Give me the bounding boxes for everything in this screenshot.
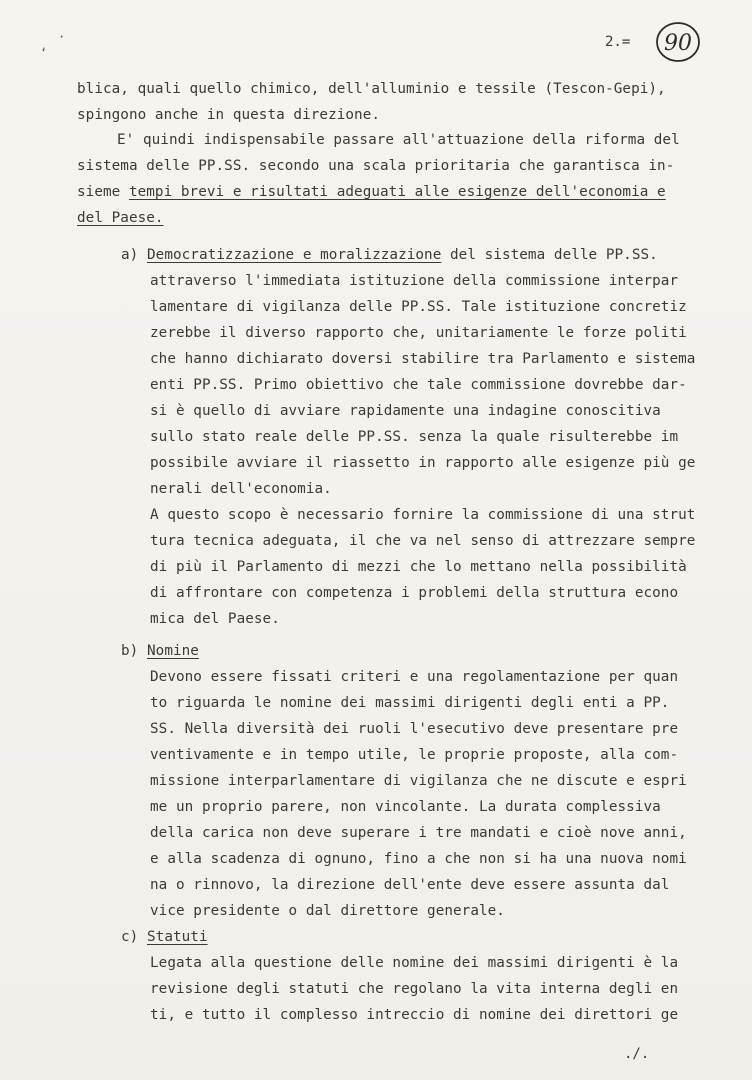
section-title: Nomine xyxy=(147,643,199,659)
body-line: attraverso l'immediata istituzione della commissione interpar xyxy=(150,273,679,289)
body-line: di affrontare con competenza i problemi della struttura econo xyxy=(150,585,679,601)
underlined-text: tempi brevi e risultati adeguati alle esigenze dell'economia e xyxy=(128,184,666,200)
body-line: del Paese. xyxy=(77,210,164,226)
body-line: mica del Paese. xyxy=(150,611,280,627)
body-line: Devono essere fissati criteri e una regolamentazione per quan xyxy=(150,669,679,685)
body-line: sieme tempi brevi e risultati adeguati alle esigenze dell'economia e xyxy=(77,184,666,200)
body-line: E' quindi indispensabile passare all'attuazione della riforma del xyxy=(117,132,680,148)
body-line: che hanno dichiarato doversi stabilire tra Parlamento e sistema xyxy=(150,351,696,367)
scan-speck: ‘ xyxy=(40,46,48,60)
body-line: zerebbe il diverso rapporto che, unitariamente le forze politi xyxy=(150,325,687,341)
body-line: possibile avviare il riassetto in rapporto alle esigenze più ge xyxy=(150,455,696,471)
section-marker: c) xyxy=(121,929,139,945)
page-number: 2.= xyxy=(605,34,631,50)
archive-stamp xyxy=(654,20,702,64)
section-a-heading: a) Democratizzazione e moralizzazione del sistema delle PP.SS. xyxy=(121,247,658,263)
body-line: blica, quali quello chimico, dell'alluminio e tessile (Tescon-Gepi), xyxy=(77,81,666,97)
body-line: SS. Nella diversità dei ruoli l'esecutivo deve presentare pre xyxy=(150,721,679,737)
stamp-number: 90 xyxy=(664,31,692,56)
continuation-mark: ./. xyxy=(624,1046,650,1062)
body-line: e alla scadenza di ognuno, fino a che non si ha una nuova nomi xyxy=(150,851,687,867)
body-line: A questo scopo è necessario fornire la commissione di una strut xyxy=(150,507,696,523)
body-line: della carica non deve superare i tre mandati e cioè nove anni, xyxy=(150,825,687,841)
body-line: revisione degli statuti che regolano la vita interna degli en xyxy=(150,981,679,997)
body-line: Legata alla questione delle nomine dei massimi dirigenti è la xyxy=(150,955,679,971)
body-line: me un proprio parere, non vincolante. La durata complessiva xyxy=(150,799,661,815)
body-line: na o rinnovo, la direzione dell'ente deve essere assunta dal xyxy=(150,877,670,893)
scan-speck: · xyxy=(58,30,66,44)
body-line: enti PP.SS. Primo obiettivo che tale commissione dovrebbe dar- xyxy=(150,377,687,393)
body-line: spingono anche in questa direzione. xyxy=(77,107,381,123)
body-line: ti, e tutto il complesso intreccio di nomine dei direttori ge xyxy=(150,1007,679,1023)
body-line: si è quello di avviare rapidamente una indagine conoscitiva xyxy=(150,403,661,419)
body-line: missione interparlamentare di vigilanza che ne discute e espri xyxy=(150,773,687,789)
section-marker: a) xyxy=(121,247,139,263)
body-line: lamentare di vigilanza delle PP.SS. Tale istituzione concretiz xyxy=(150,299,687,315)
body-line: di più il Parlamento di mezzi che lo mettano nella possibilità xyxy=(150,559,687,575)
body-line: nerali dell'economia. xyxy=(150,481,332,497)
body-line: ventivamente e in tempo utile, le proprie proposte, alla com- xyxy=(150,747,679,763)
body-line: tura tecnica adeguata, il che va nel senso di attrezzare sempre xyxy=(150,533,696,549)
body-line: sistema delle PP.SS. secondo una scala prioritaria che garantisca in- xyxy=(77,158,675,174)
section-title: Democratizzazione e moralizzazione xyxy=(147,247,442,263)
body-line: to riguarda le nomine dei massimi dirigenti degli enti a PP. xyxy=(150,695,670,711)
body-line: vice presidente o dal direttore generale. xyxy=(150,903,505,919)
section-title: Statuti xyxy=(147,929,208,945)
section-b-heading xyxy=(121,642,199,660)
section-c-heading xyxy=(121,928,208,946)
section-marker: b) xyxy=(121,643,139,659)
body-line: sullo stato reale delle PP.SS. senza la quale risulterebbe im xyxy=(150,429,679,445)
